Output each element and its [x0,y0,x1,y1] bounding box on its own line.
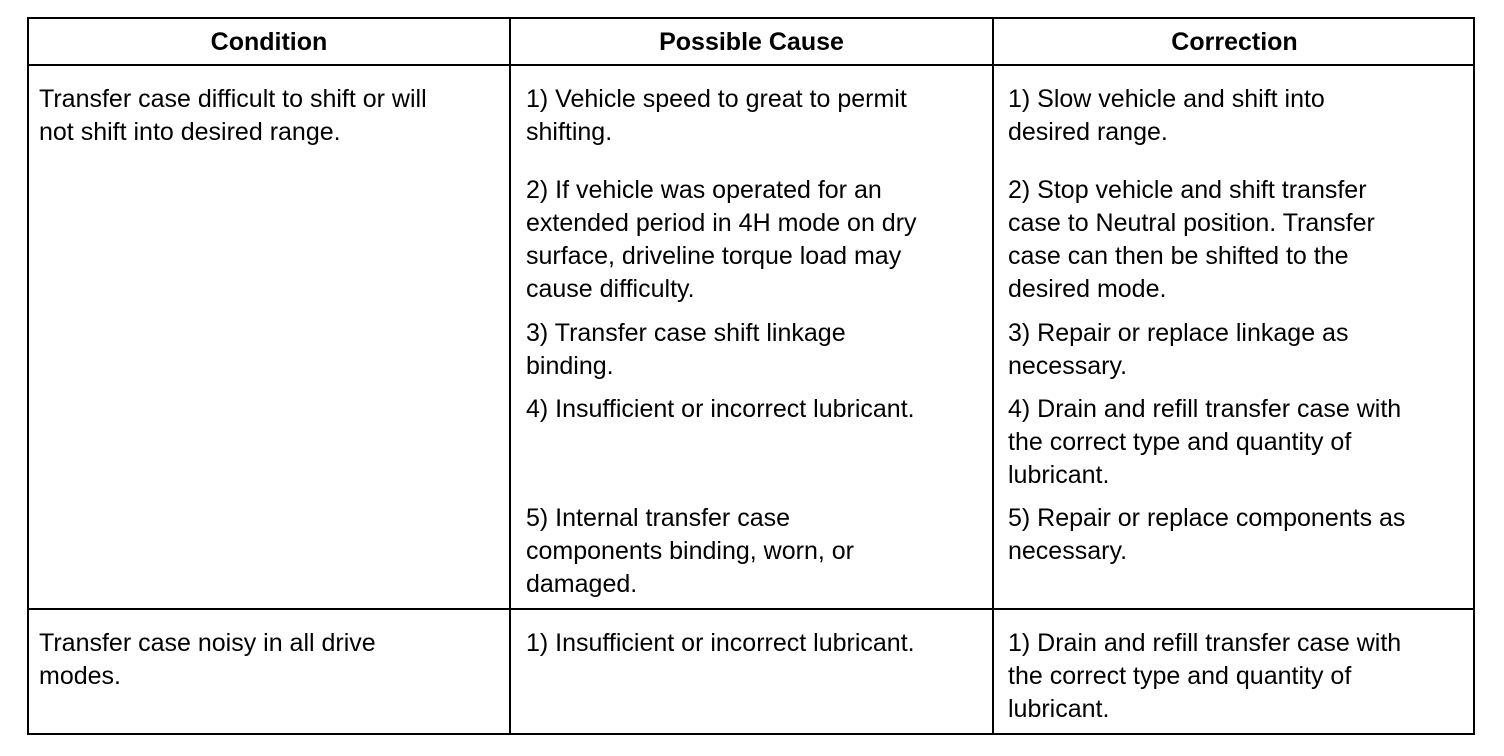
header-possible-cause: Possible Cause [659,28,844,56]
column-divider [992,19,994,733]
correction-cell: 4) Drain and refill transfer case with the correct type and quantity of lubricant. [1008,395,1402,489]
cause-cell: 4) Insufficient or incorrect lubricant. [526,395,915,423]
correction-cell: 1) Drain and refill transfer case with the correct type and quantity of lubricant. [1008,629,1402,723]
correction-cell: 3) Repair or replace linkage as necessary. [1008,319,1349,380]
correction-cell: 2) Stop vehicle and shift transfer case to Neutral position. Transfer case can then be shifted to the desired mode. [1008,176,1375,303]
cause-cell: 2) If vehicle was operated for an extended period in 4H mode on dry surface, driveline torque load may cause difficulty. [526,176,917,303]
header-condition: Condition [210,28,328,56]
cause-cell: 5) Internal transfer case components binding, worn, or damaged. [526,504,854,598]
cause-cell: 3) Transfer case shift linkage binding. [526,319,846,380]
cause-cell: 1) Insufficient or incorrect lubricant. [526,629,915,657]
correction-cell: 1) Slow vehicle and shift into desired range. [1008,85,1325,146]
column-divider [509,19,511,733]
row-divider [29,608,1473,610]
condition-cell: Transfer case noisy in all drive modes. [39,629,376,690]
header-correction: Correction [1171,28,1298,56]
condition-cell: Transfer case difficult to shift or will not shift into desired range. [39,85,427,146]
troubleshooting-table [27,17,1475,735]
correction-cell: 5) Repair or replace components as necessary. [1008,504,1406,565]
cause-cell: 1) Vehicle speed to great to permit shifting. [526,85,907,146]
